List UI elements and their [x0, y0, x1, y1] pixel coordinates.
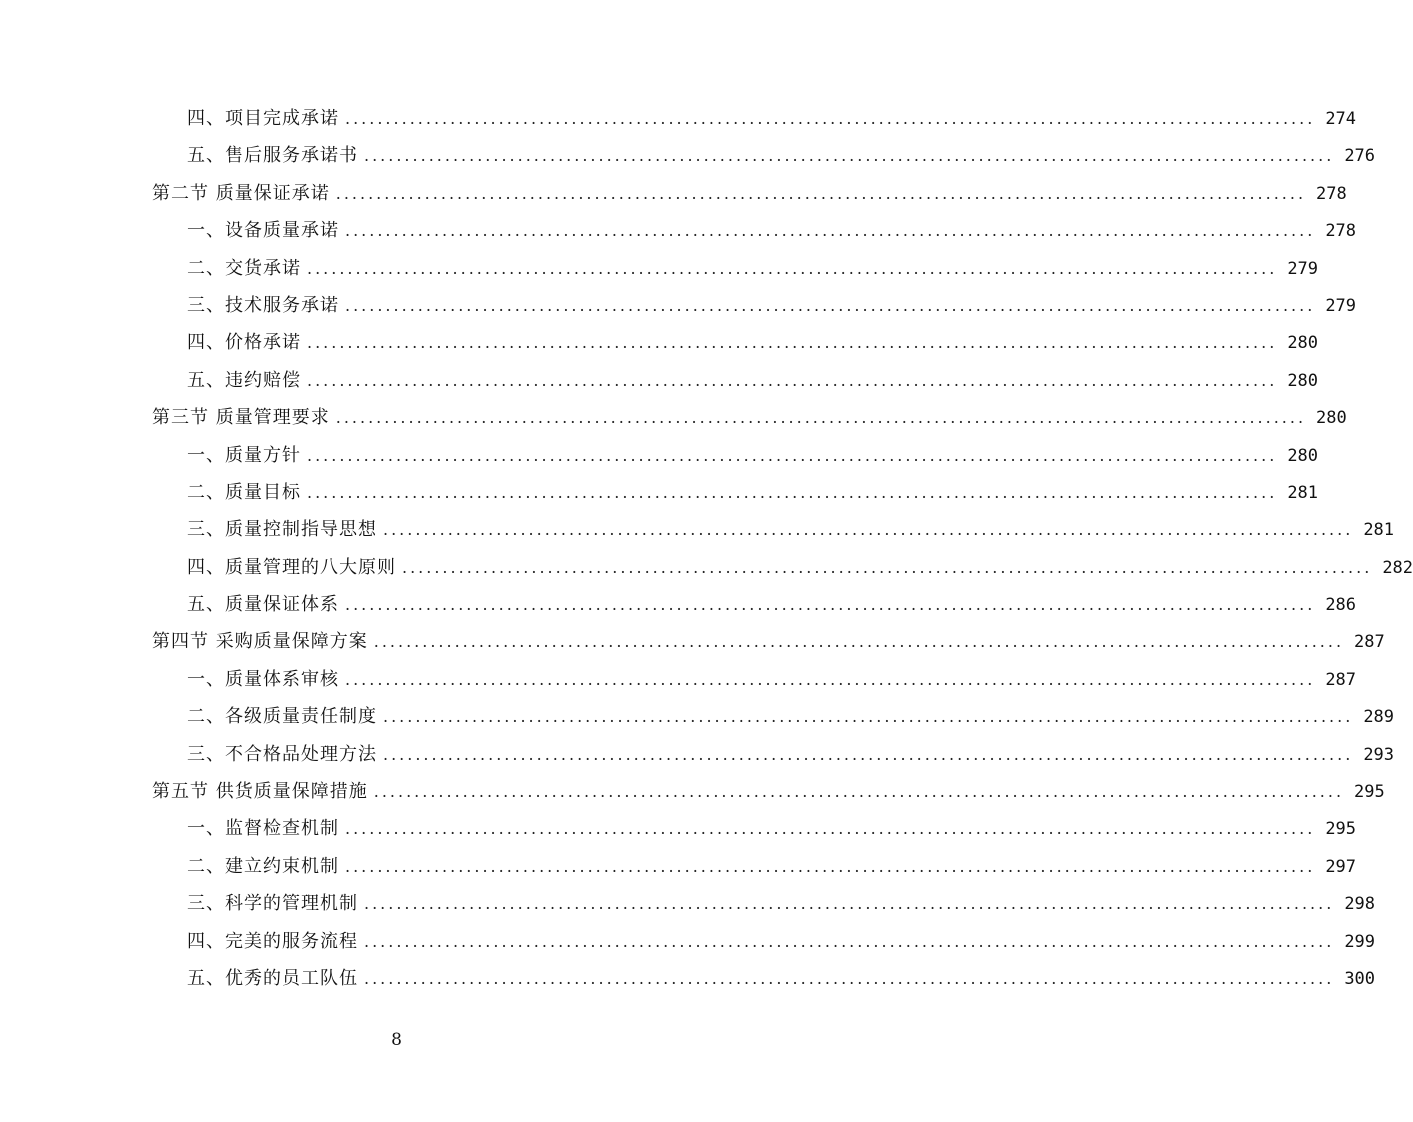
toc-entry[interactable] — [0, 250, 1319, 287]
toc-entry-body — [187, 100, 1357, 138]
toc-entry-body — [187, 511, 1395, 549]
toc-entry-page: 293 — [1363, 744, 1395, 765]
toc-entry-body — [187, 549, 1413, 587]
toc-entry-body — [152, 175, 1347, 213]
toc-entry-page: 287 — [1354, 632, 1385, 653]
toc-entry-body — [187, 324, 1319, 362]
dot-leader: ........................................................................................................................ — [345, 295, 1316, 315]
toc-entry-page: 297 — [1325, 856, 1357, 877]
dot-leader: ........................................................................................................................ — [402, 557, 1373, 577]
toc-entry-label: 第三节 质量管理要求 — [152, 407, 330, 429]
dot-leader: ........................................................................................................................ — [307, 258, 1278, 278]
toc-entry-label: 五、质量保证体系 — [187, 594, 339, 616]
toc-entry-label: 第五节 供货质量保障措施 — [152, 781, 368, 803]
dot-leader: ........................................................................................................................ — [345, 595, 1316, 615]
toc-entry-label: 一、监督检查机制 — [187, 818, 339, 840]
toc-entry-page: 278 — [1325, 221, 1357, 242]
toc-entry[interactable] — [0, 212, 1357, 249]
dot-leader: ........................................................................................................................ — [373, 782, 1345, 802]
dot-leader: ........................................................................................................................ — [345, 221, 1316, 241]
toc-entry[interactable] — [0, 362, 1319, 399]
dot-leader: ........................................................................................................................ — [345, 109, 1316, 128]
toc-entry-page: 276 — [1344, 146, 1376, 167]
toc-entry-page: 282 — [1382, 557, 1413, 578]
toc-entry-body — [187, 960, 1376, 998]
toc-entry-body — [152, 623, 1385, 661]
toc-entry-label: 三、不合格品处理方法 — [187, 743, 377, 765]
dot-leader: ........................................................................................................................ — [383, 707, 1354, 727]
toc-entry-body — [187, 698, 1395, 736]
toc-entry[interactable] — [0, 437, 1319, 474]
toc-entry-label: 四、价格承诺 — [187, 332, 301, 354]
toc-entry-label: 三、科学的管理机制 — [187, 893, 358, 915]
toc-entry[interactable] — [0, 623, 1385, 660]
toc-entry-label: 五、优秀的员工队伍 — [187, 967, 358, 989]
dot-leader: ........................................................................................................................ — [345, 819, 1316, 839]
toc-entry[interactable] — [0, 810, 1357, 847]
toc-entry[interactable] — [0, 474, 1319, 511]
toc-entry-label: 五、违约赔偿 — [187, 369, 301, 391]
toc-entry-label: 四、完美的服务流程 — [187, 930, 358, 952]
toc-entry[interactable] — [0, 698, 1395, 735]
toc-entry-label: 一、设备质量承诺 — [187, 220, 339, 242]
dot-leader: ........................................................................................................................ — [307, 482, 1278, 502]
toc-entry-page: 299 — [1344, 931, 1376, 952]
dot-leader: ........................................................................................................................ — [364, 931, 1335, 951]
toc-entry-page: 279 — [1287, 258, 1319, 279]
toc-entry[interactable] — [0, 773, 1385, 810]
toc-entry-label: 二、交货承诺 — [187, 257, 301, 279]
toc-entry[interactable] — [0, 100, 1357, 137]
toc-entry-body — [187, 212, 1357, 250]
toc-entry-label: 五、售后服务承诺书 — [187, 145, 358, 167]
toc-entry-body — [152, 773, 1385, 811]
toc-entry[interactable] — [0, 960, 1376, 997]
toc-entry-page: 280 — [1287, 370, 1319, 391]
toc-entry-label: 二、各级质量责任制度 — [187, 706, 377, 728]
toc-entry[interactable] — [0, 885, 1376, 922]
table-of-contents — [0, 100, 1413, 997]
toc-entry[interactable] — [0, 399, 1347, 436]
toc-entry-body — [187, 810, 1357, 848]
toc-entry[interactable] — [0, 324, 1319, 361]
toc-entry-body — [187, 474, 1319, 512]
dot-leader: ........................................................................................................................ — [307, 370, 1278, 390]
toc-entry-page: 300 — [1344, 968, 1376, 989]
toc-entry-body — [187, 287, 1357, 325]
toc-entry-page: 274 — [1325, 109, 1357, 129]
toc-entry-body — [187, 250, 1319, 288]
toc-entry-label: 四、质量管理的八大原则 — [187, 556, 396, 578]
toc-entry-body — [187, 362, 1319, 400]
toc-entry-label: 二、质量目标 — [187, 481, 301, 503]
dot-leader: ........................................................................................................................ — [345, 856, 1316, 876]
toc-entry-page: 280 — [1287, 333, 1319, 354]
toc-entry-page: 289 — [1363, 707, 1395, 728]
toc-entry-page: 295 — [1354, 782, 1385, 803]
toc-entry[interactable] — [0, 923, 1376, 960]
toc-entry-body — [187, 848, 1357, 886]
toc-entry-label: 三、技术服务承诺 — [187, 294, 339, 316]
toc-entry[interactable] — [0, 511, 1395, 548]
dot-leader: ........................................................................................................................ — [335, 408, 1307, 428]
toc-entry-page: 287 — [1325, 669, 1357, 690]
toc-entry-page: 278 — [1316, 183, 1347, 204]
toc-entry-page: 295 — [1325, 819, 1357, 840]
toc-entry-label: 一、质量方针 — [187, 444, 301, 466]
toc-entry-page: 280 — [1316, 408, 1347, 429]
toc-entry-label: 第二节 质量保证承诺 — [152, 182, 330, 204]
toc-entry-body — [187, 586, 1357, 624]
toc-entry-page: 280 — [1287, 445, 1319, 466]
toc-entry-page: 279 — [1325, 295, 1357, 316]
toc-entry[interactable] — [0, 661, 1357, 698]
page-number: 8 — [391, 1030, 402, 1050]
dot-leader: ........................................................................................................................ — [345, 669, 1316, 689]
dot-leader: ........................................................................................................................ — [364, 146, 1335, 166]
toc-entry-body — [187, 137, 1376, 175]
dot-leader: ........................................................................................................................ — [364, 894, 1335, 914]
toc-entry-body — [187, 736, 1395, 774]
toc-entry[interactable] — [0, 137, 1376, 174]
toc-entry-label: 一、质量体系审核 — [187, 668, 339, 690]
toc-entry-label: 四、项目完成承诺 — [187, 108, 339, 129]
dot-leader: ........................................................................................................................ — [364, 968, 1335, 988]
toc-entry[interactable] — [0, 175, 1347, 212]
toc-entry-label: 第四节 采购质量保障方案 — [152, 631, 368, 653]
toc-entry-body — [187, 923, 1376, 961]
toc-entry-label: 二、建立约束机制 — [187, 855, 339, 877]
toc-entry-body — [187, 437, 1319, 475]
dot-leader: ........................................................................................................................ — [373, 632, 1345, 652]
dot-leader: ........................................................................................................................ — [383, 744, 1354, 764]
toc-entry-page: 298 — [1344, 894, 1376, 915]
toc-entry-page: 281 — [1363, 520, 1395, 541]
toc-entry[interactable] — [0, 586, 1357, 623]
toc-entry-page: 281 — [1287, 482, 1319, 503]
toc-entry-body — [187, 661, 1357, 699]
toc-entry-page: 286 — [1325, 595, 1357, 616]
toc-entry[interactable] — [0, 287, 1357, 324]
toc-entry[interactable] — [0, 736, 1395, 773]
toc-entry[interactable] — [0, 549, 1413, 586]
dot-leader: ........................................................................................................................ — [307, 445, 1278, 465]
toc-entry[interactable] — [0, 848, 1357, 885]
dot-leader: ........................................................................................................................ — [383, 520, 1354, 540]
toc-entry-body — [187, 885, 1376, 923]
dot-leader: ........................................................................................................................ — [307, 333, 1278, 353]
dot-leader: ........................................................................................................................ — [335, 183, 1307, 203]
toc-entry-body — [152, 399, 1347, 437]
toc-entry-label: 三、质量控制指导思想 — [187, 519, 377, 541]
